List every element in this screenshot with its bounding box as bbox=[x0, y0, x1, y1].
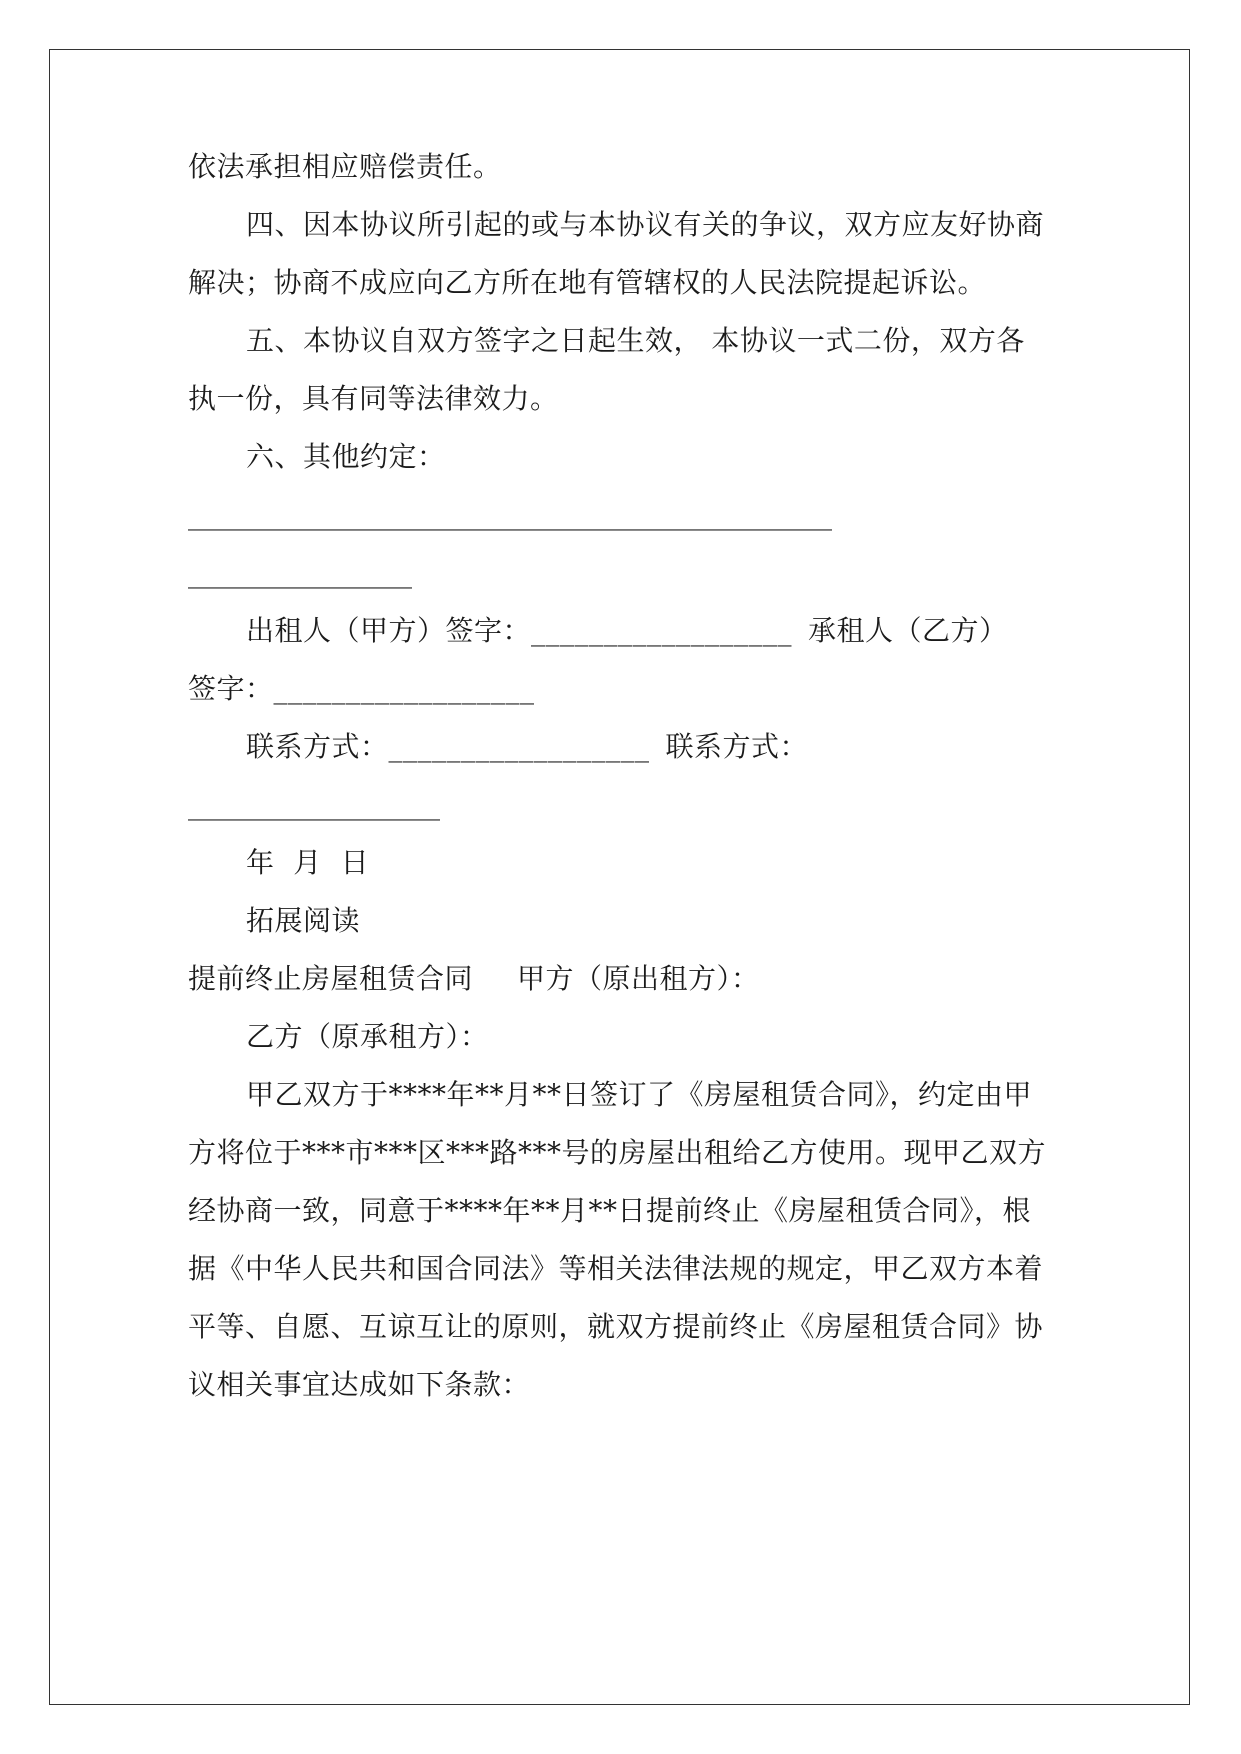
lessor-contact-label: 联系方式：__________________ bbox=[246, 730, 650, 763]
clause-4-line-2: 解决；协商不成应向乙方所在地有管辖权的人民法院提起诉讼。 bbox=[188, 266, 987, 299]
body-line-3: 经协商一致，同意于****年**月**日提前终止《房屋租赁合同》，根 bbox=[188, 1194, 1032, 1227]
lessor-signature-label: 出租人（甲方）签字：__________________ bbox=[246, 614, 793, 647]
lessee-contact-label: 联系方式： bbox=[665, 730, 809, 763]
body-line-1: 甲乙双方于****年**月**日签订了《房屋租赁合同》，约定由甲 bbox=[246, 1078, 1033, 1111]
clause-5-line-2: 执一份，具有同等法律效力。 bbox=[188, 382, 559, 415]
blank-line-1: ______________________________________________ bbox=[188, 498, 832, 531]
text-line-1: 依法承担相应赔偿责任。 bbox=[188, 150, 502, 183]
clause-6-heading: 六、其他约定： bbox=[246, 440, 446, 473]
lessee-contact-blank: __________________ bbox=[188, 788, 440, 821]
contract-title-line bbox=[188, 959, 760, 999]
body-line-6: 议相关事宜达成如下条款： bbox=[188, 1368, 531, 1401]
date-line: 年 月 日 bbox=[246, 846, 370, 879]
extended-reading-heading: 拓展阅读 bbox=[246, 904, 361, 937]
body-line-2: 方将位于***市***区***路***号的房屋出租给乙方使用。现甲乙双方 bbox=[188, 1136, 1047, 1169]
body-line-5: 平等、自愿、互谅互让的原则，就双方提前终止《房屋租赁合同》协 bbox=[188, 1310, 1044, 1343]
lessee-signature-line: 签字：__________________ bbox=[188, 672, 535, 705]
party-a-label: 甲方（原出租方）： bbox=[517, 962, 760, 995]
blank-line-2: ________________ bbox=[188, 556, 412, 589]
clause-4-line-1: 四、因本协议所引起的或与本协议有关的争议，双方应友好协商 bbox=[246, 208, 1045, 241]
contract-title: 提前终止房屋租赁合同 bbox=[188, 962, 474, 995]
contact-line bbox=[246, 727, 808, 767]
body-line-4: 据《中华人民共和国合同法》等相关法律法规的规定，甲乙双方本着 bbox=[188, 1252, 1044, 1285]
lessor-signature-line bbox=[246, 611, 1008, 651]
lessee-label: 承租人（乙方） bbox=[808, 614, 1008, 647]
party-b-label: 乙方（原承租方）： bbox=[246, 1020, 489, 1053]
clause-5-line-1: 五、本协议自双方签字之日起生效， 本协议一式二份，双方各 bbox=[246, 324, 1025, 357]
